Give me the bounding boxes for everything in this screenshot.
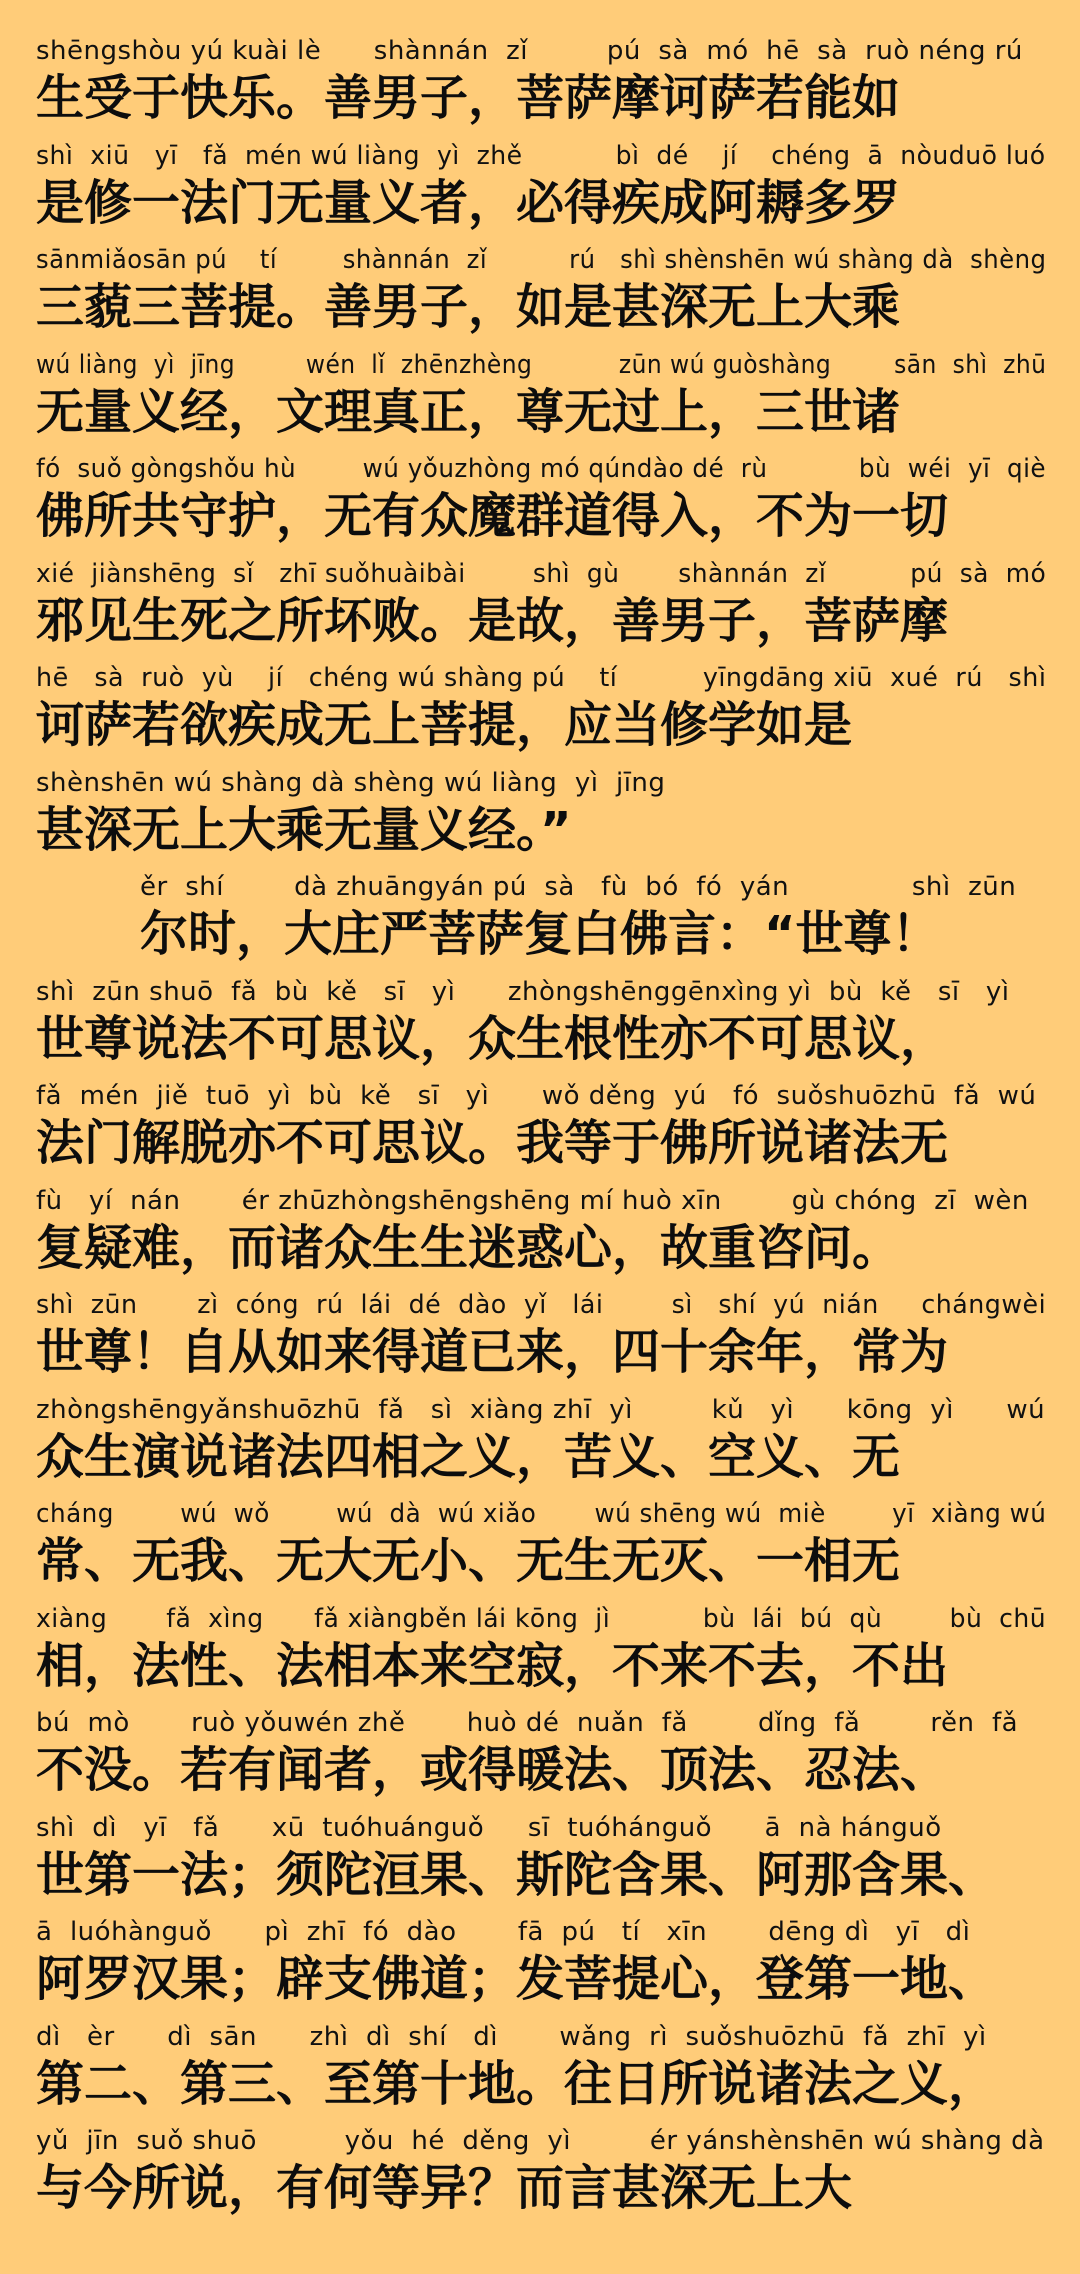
pinyin-annotation: xié jiànshēng sǐ zhī suǒhuàibài shì gù shànnán zǐ pú sà mó (36, 558, 1047, 589)
pinyin-annotation: shì xiū yī fǎ mén wú liàng yì zhě bì dé jí chéng ā nòuduō luó (36, 140, 1046, 171)
text-line (36, 139, 1046, 244)
chinese-text: 世尊说法不可思议，众生根性亦不可思议， (36, 1010, 949, 1067)
text-line (36, 1706, 1046, 1811)
text-line (36, 243, 1046, 348)
text-line (36, 1079, 1046, 1184)
text-line (36, 1497, 1046, 1602)
pinyin-annotation: hē sà ruò yù jí chéng wú shàng pú tí yīngdāng xiū xué rú shì (36, 663, 1047, 693)
pinyin-annotation: ā luóhànguǒ pì zhī fó dào fā pú tí xīn dēng dì yī dì (36, 1917, 971, 1947)
pinyin-annotation: yǔ jīn suǒ shuō yǒu hé děng yì ér yánshènshēn wú shàng dà (36, 2126, 1045, 2156)
text-line (36, 975, 1046, 1080)
pinyin-annotation: wú liàng yì jīng wén lǐ zhēnzhèng zūn wú guòshàng sān shì zhū (36, 349, 1047, 380)
text-line (36, 2124, 1046, 2229)
pinyin-annotation: fǎ mén jiě tuō yì bù kě sī yì wǒ děng yú fó suǒshuōzhū fǎ wú (36, 1081, 1037, 1111)
chinese-text: 是修一法门无量义者，必得疾成阿耨多罗 (36, 174, 901, 231)
text-line (36, 348, 1046, 453)
text-line (36, 1915, 1046, 2020)
pinyin-annotation: cháng wú wǒ wú dà wú xiǎo wú shēng wú miè yī xiàng wú (36, 1499, 1047, 1529)
text-line (36, 1184, 1046, 1289)
pinyin-annotation: shì zūn shuō fǎ bù kě sī yì zhòngshēnggēnxìng yì bù kě sī yì (36, 976, 1010, 1007)
text-line (36, 766, 1046, 871)
chinese-text: 诃萨若欲疾成无上菩提，应当修学如是 (36, 697, 853, 753)
text-line (36, 557, 1046, 662)
chinese-text: 阿罗汉果；辟支佛道；发菩提心，登第一地、 (36, 1951, 997, 2007)
pinyin-annotation: sānmiǎosān pú tí shànnán zǐ rú shì shènshēn wú shàng dà shèng (36, 245, 1047, 275)
chinese-text: 无量义经，文理真正，尊无过上，三世诸 (36, 383, 901, 440)
chinese-text: 法门解脱亦不可思议。我等于佛所说诸法无 (36, 1115, 949, 1171)
pinyin-annotation: shēngshòu yú kuài lè shànnán zǐ pú sà mó hē sà ruò néng rú (36, 36, 1023, 66)
pinyin-annotation: bú mò ruò yǒuwén zhě huò dé nuǎn fǎ dǐng fǎ rěn fǎ (36, 1708, 1019, 1738)
pinyin-annotation: xiàng fǎ xìng fǎ xiàngběn lái kōng jì bù lái bú qù bù chū (36, 1603, 1047, 1634)
text-line (36, 1811, 1046, 1916)
text-line-indented (140, 870, 1046, 975)
chinese-text: 三藐三菩提。善男子，如是甚深无上大乘 (36, 279, 901, 335)
pinyin-annotation: shènshēn wú shàng dà shèng wú liàng yì jīng (36, 767, 666, 798)
chinese-text: 邪见生死之所坏败。是故，善男子，菩萨摩 (36, 592, 949, 649)
chinese-text: 世第一法；须陀洹果、斯陀含果、阿那含果、 (36, 1846, 997, 1903)
text-line (36, 452, 1046, 557)
text-line (36, 1288, 1046, 1393)
text-line (36, 2020, 1046, 2125)
chinese-text: 尔时，大庄严菩萨复白佛言：“世尊！ (140, 906, 940, 962)
text-line (36, 34, 1046, 139)
chinese-text: 世尊！自从如来得道已来，四十余年，常为 (36, 1324, 949, 1380)
text-line (36, 1393, 1046, 1498)
chinese-text: 生受于快乐。善男子，菩萨摩诃萨若能如 (36, 70, 901, 126)
pinyin-annotation: ěr shí dà zhuāngyán pú sà fù bó fó yán shì zūn (140, 872, 1017, 902)
text-line (36, 1602, 1046, 1707)
chinese-text: 第二、第三、至第十地。往日所说诸法之义， (36, 2055, 997, 2112)
chinese-text: 与今所说，有何等异？而言甚深无上大 (36, 2160, 853, 2216)
pinyin-annotation: shì zūn zì cóng rú lái dé dào yǐ lái sì shí yú nián chángwèi (36, 1290, 1047, 1320)
chinese-text: 相，法性、法相本来空寂，不来不去，不出 (36, 1637, 949, 1694)
chinese-text: 甚深无上大乘无量义经。” (36, 801, 572, 858)
pinyin-annotation: shì dì yī fǎ xū tuóhuánguǒ sī tuóhánguǒ ā nà hánguǒ (36, 1812, 942, 1843)
pinyin-annotation: dì èr dì sān zhì dì shí dì wǎng rì suǒshuōzhū fǎ zhī yì (36, 2021, 987, 2052)
chinese-text: 不没。若有闻者，或得暖法、顶法、忍法、 (36, 1742, 949, 1798)
chinese-text: 众生演说诸法四相之义，苦义、空义、无 (36, 1428, 901, 1485)
chinese-text: 常、无我、无大无小、无生无灭、一相无 (36, 1533, 901, 1589)
text-line (36, 661, 1046, 766)
chinese-text: 复疑难，而诸众生生迷惑心，故重咨问。 (36, 1219, 901, 1276)
chinese-text: 佛所共守护，无有众魔群道得入，不为一切 (36, 488, 949, 544)
pinyin-annotation: fù yí nán ér zhūzhòngshēngshēng mí huò xīn gù chóng zī wèn (36, 1185, 1029, 1216)
pinyin-annotation: fó suǒ gòngshǒu hù wú yǒuzhòng mó qúndào dé rù bù wéi yī qiè (36, 454, 1047, 484)
pinyin-annotation: zhòngshēngyǎnshuōzhū fǎ sì xiàng zhī yì kǔ yì kōng yì wú (36, 1394, 1046, 1425)
